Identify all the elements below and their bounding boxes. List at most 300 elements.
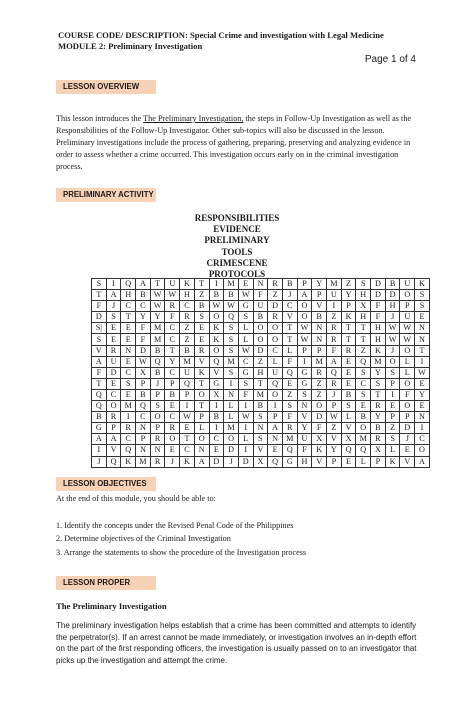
grid-cell: S [238,378,253,389]
grid-cell: V [297,412,312,423]
grid-cell: J [385,345,400,356]
grid-cell: X [253,456,268,467]
grid-cell: R [165,423,180,434]
grid-cell: Q [268,378,283,389]
grid-row [92,345,430,356]
grid-cell: K [180,279,195,290]
grid-cell: O [268,334,283,345]
grid-cell: L [268,356,283,367]
grid-cell: T [282,323,297,334]
grid-cell: N [297,401,312,412]
grid-cell: Z [327,423,342,434]
module-heading: MODULE 2: Preliminary Investigation [58,41,203,51]
grid-cell: E [415,378,430,389]
grid-cell: R [282,423,297,434]
grid-cell: A [92,356,107,367]
grid-cell: W [150,290,165,301]
grid-cell: S [106,312,121,323]
grid-cell: I [106,279,121,290]
grid-cell: H [356,290,371,301]
grid-cell: G [297,367,312,378]
grid-cell: H [371,323,386,334]
grid-cell: P [385,412,400,423]
overview-text-rest: the steps in Follow-Up Investigation as well as the Responsibilities of the Follow-Up Investigator. Other sub-topics will also be discussed in the lesson. Preliminary investigations include the process of gathering, preparing, preserving and analyzing evidence in order to assess whether a crime occurred. This investigation occurs early on in the criminal investigation process. [56,114,412,171]
grid-cell: Z [268,290,283,301]
grid-cell: I [327,301,342,312]
grid-cell: E [238,279,253,290]
grid-cell: C [282,301,297,312]
grid-cell: M [150,323,165,334]
grid-cell: T [194,378,209,389]
grid-cell: P [150,389,165,400]
grid-cell: N [312,323,327,334]
grid-cell: W [165,290,180,301]
grid-cell: E [385,401,400,412]
grid-cell: H [371,334,386,345]
grid-cell: Q [180,378,195,389]
grid-cell: O [194,389,209,400]
grid-cell: S [224,367,239,378]
grid-cell: P [312,345,327,356]
grid-cell: W [385,323,400,334]
grid-cell: O [356,423,371,434]
grid-cell: N [253,423,268,434]
grid-row [92,423,430,434]
grid-row [92,290,430,301]
grid-cell: T [121,312,136,323]
grid-cell: I [415,423,430,434]
grid-cell: L [400,367,415,378]
grid-cell: L [400,356,415,367]
grid-cell: B [371,423,386,434]
grid-cell: U [253,301,268,312]
word-list-item: PRELIMINARY [204,235,270,246]
grid-cell: O [209,345,224,356]
grid-cell: D [224,445,239,456]
lesson-objectives-label: LESSON OBJECTIVES [56,477,156,491]
grid-cell: F [136,323,151,334]
grid-cell: K [415,279,430,290]
grid-cell: D [268,301,283,312]
word-list-item: PROTOCOLS [208,268,266,279]
grid-cell: V [106,445,121,456]
grid-cell: E [341,356,356,367]
grid-cell: L [341,412,356,423]
grid-cell: U [297,434,312,445]
grid-cell: O [268,389,283,400]
grid-cell: M [150,334,165,345]
grid-cell: Z [356,345,371,356]
grid-cell: S [224,323,239,334]
grid-cell: S [194,312,209,323]
grid-cell: V [312,456,327,467]
grid-cell: E [121,334,136,345]
grid-cell: Y [327,445,342,456]
grid-cell: L [282,345,297,356]
grid-cell: V [341,423,356,434]
grid-cell: C [121,367,136,378]
grid-cell: M [356,434,371,445]
grid-cell: N [312,334,327,345]
grid-cell: Q [327,367,342,378]
grid-cell: A [268,423,283,434]
grid-cell: E [341,456,356,467]
grid-cell: O [268,323,283,334]
grid-cell: B [136,290,151,301]
grid-cell: V [282,312,297,323]
grid-cell: T [194,401,209,412]
grid-cell: E [415,312,430,323]
grid-row [92,389,430,400]
grid-cell: G [282,456,297,467]
grid-cell: U [165,279,180,290]
grid-cell: N [194,445,209,456]
grid-cell: W [385,334,400,345]
grid-cell: Q [121,445,136,456]
grid-cell: O [253,323,268,334]
grid-cell: R [268,279,283,290]
grid-cell: X [312,434,327,445]
grid-cell: Q [136,401,151,412]
grid-cell: S [92,279,107,290]
grid-cell: A [92,434,107,445]
grid-cell: W [415,367,430,378]
grid-cell: P [312,290,327,301]
grid-cell: Q [282,445,297,456]
grid-cell: Y [312,279,327,290]
grid-cell: N [415,412,430,423]
grid-cell: S [238,312,253,323]
grid-cell: O [150,412,165,423]
grid-cell: P [400,301,415,312]
grid-cell: D [238,456,253,467]
grid-cell: I [224,378,239,389]
grid-cell: Z [312,389,327,400]
grid-cell: R [121,423,136,434]
grid-cell: U [400,279,415,290]
grid-cell: W [150,301,165,312]
grid-cell: N [415,323,430,334]
grid-cell: Q [341,445,356,456]
grid-cell: B [136,389,151,400]
word-list-item: EVIDENCE [213,224,261,235]
grid-cell: C [165,334,180,345]
grid-cell: P [165,378,180,389]
grid-cell: T [194,279,209,290]
grid-cell: P [268,412,283,423]
grid-cell: N [224,389,239,400]
grid-cell: P [297,279,312,290]
grid-cell: T [92,290,107,301]
grid-cell: M [282,434,297,445]
grid-cell: B [180,345,195,356]
grid-cell: R [312,367,327,378]
grid-cell: N [136,423,151,434]
grid-cell: J [165,456,180,467]
grid-cell: I [268,401,283,412]
grid-cell: F [136,334,151,345]
grid-cell: P [385,378,400,389]
grid-cell: V [253,445,268,456]
grid-cell: V [327,434,342,445]
objectives-intro: At the end of this module, you should be able to: [56,494,216,503]
grid-cell: T [180,434,195,445]
grid-cell: T [341,334,356,345]
grid-cell: S [385,367,400,378]
grid-cell: B [92,412,107,423]
grid-cell: Q [106,456,121,467]
grid-cell: B [224,290,239,301]
grid-cell: M [136,456,151,467]
grid-cell: Y [165,356,180,367]
grid-cell: B [150,367,165,378]
grid-cell: T [356,323,371,334]
grid-cell: C [209,434,224,445]
page-number: Page 1 of 4 [364,54,416,65]
grid-cell: W [400,323,415,334]
grid-cell: F [400,389,415,400]
grid-cell: O [415,445,430,456]
grid-cell: N [150,445,165,456]
grid-cell: X [341,434,356,445]
grid-cell: I [415,356,430,367]
grid-cell: B [253,401,268,412]
grid-cell: P [400,412,415,423]
grid-cell: J [400,434,415,445]
grid-cell: G [92,423,107,434]
grid-cell: H [385,301,400,312]
grid-cell: G [238,301,253,312]
word-list [0,213,474,280]
grid-cell: G [297,378,312,389]
grid-cell: C [238,356,253,367]
grid-cell: L [224,401,239,412]
grid-cell: K [209,334,224,345]
grid-cell: C [180,445,195,456]
grid-cell: L [385,445,400,456]
grid-cell: D [253,345,268,356]
grid-cell: I [238,445,253,456]
grid-cell: W [297,334,312,345]
grid-cell: Y [415,389,430,400]
word-list-item: CRIMESCENE [206,257,268,268]
grid-cell: R [106,412,121,423]
grid-cell: E [165,445,180,456]
grid-row [92,312,430,323]
grid-cell: J [327,389,342,400]
grid-cell: X [356,301,371,312]
grid-cell: R [327,323,342,334]
grid-cell: Z [180,323,195,334]
grid-cell: G [209,378,224,389]
grid-cell: M [224,423,239,434]
grid-cell: V [400,456,415,467]
grid-cell: B [341,389,356,400]
grid-cell: F [238,389,253,400]
objective-item: 2. Determine objectives of the Criminal Investigation [56,534,231,544]
grid-cell: S [415,290,430,301]
grid-row [92,367,430,378]
grid-cell: N [415,334,430,345]
grid-cell: O [400,401,415,412]
grid-cell: C [415,434,430,445]
grid-cell: D [209,456,224,467]
grid-cell: E [341,367,356,378]
grid-cell: B [194,301,209,312]
course-description-heading: COURSE CODE/ DESCRIPTION: Special Crime and investigation with Legal Medicine [58,30,384,40]
grid-cell: D [312,412,327,423]
grid-cell: R [194,345,209,356]
grid-cell: M [224,356,239,367]
grid-cell: R [327,378,342,389]
grid-cell: L [238,334,253,345]
grid-cell: Y [297,423,312,434]
grid-row [92,378,430,389]
grid-cell: E [106,378,121,389]
grid-row [92,412,430,423]
word-search-grid [91,278,430,468]
grid-row [92,445,430,456]
grid-cell: V [312,301,327,312]
grid-cell: I [238,423,253,434]
grid-cell: E [209,445,224,456]
lesson-overview-label: LESSON OVERVIEW [56,80,156,94]
grid-cell: F [371,301,386,312]
grid-cell: K [209,323,224,334]
grid-cell: D [371,290,386,301]
grid-cell: Z [180,334,195,345]
grid-cell: Q [268,456,283,467]
grid-cell: A [327,356,342,367]
grid-cell: V [209,367,224,378]
grid-cell: O [400,345,415,356]
grid-cell: I [209,279,224,290]
grid-cell: I [297,356,312,367]
grid-cell: T [341,323,356,334]
grid-cell: P [327,456,342,467]
grid-cell: I [121,412,136,423]
grid-cell: E [121,356,136,367]
grid-cell: D [136,345,151,356]
grid-cell: O [312,401,327,412]
grid-cell: R [341,345,356,356]
grid-cell: S [224,334,239,345]
grid-cell: Z [385,423,400,434]
grid-cell: E [121,389,136,400]
grid-cell: L [238,323,253,334]
grid-cell: Y [371,367,386,378]
grid-cell: P [327,401,342,412]
grid-cell: H [297,456,312,467]
grid-cell: O [209,312,224,323]
word-list-item: TOOLS [221,246,253,257]
grid-cell: F [282,412,297,423]
grid-cell: N [136,445,151,456]
grid-cell: R [150,456,165,467]
preliminary-investigation-heading: The Preliminary Investigation [56,601,167,611]
grid-cell: S [282,401,297,412]
grid-cell: Q [224,312,239,323]
grid-cell: X [371,445,386,456]
grid-cell: T [92,378,107,389]
grid-cell: M [371,356,386,367]
grid-cell: X [136,367,151,378]
grid-cell: N [253,279,268,290]
grid-cell: E [268,445,283,456]
grid-cell: K [371,345,386,356]
grid-cell: L [224,412,239,423]
grid-cell: C [165,367,180,378]
grid-cell: P [194,412,209,423]
grid-cell: F [165,312,180,323]
grid-cell: O [297,312,312,323]
word-list-item: RESPONSIBILITIES [194,213,280,223]
grid-cell: F [92,301,107,312]
grid-cell: R [371,434,386,445]
grid-cell: B [150,345,165,356]
grid-cell: Z [341,279,356,290]
grid-cell: F [371,312,386,323]
grid-cell: O [400,378,415,389]
grid-cell: L [238,434,253,445]
grid-cell: Q [282,367,297,378]
grid-cell: T [150,279,165,290]
grid-cell: O [400,290,415,301]
grid-row [92,456,430,467]
objective-item: 3. Arrange the statements to show the procedure of the Investigation process [56,547,307,557]
grid-cell: Y [341,290,356,301]
grid-cell: B [253,312,268,323]
grid-cell: S [253,412,268,423]
grid-cell: Q [92,389,107,400]
grid-cell: F [327,345,342,356]
grid-cell: Y [150,312,165,323]
grid-cell: M [327,279,342,290]
grid-cell: J [224,456,239,467]
objective-item: 1. Identify the concepts under the Revised Penal Code of the Philippines [56,521,294,530]
grid-cell: P [341,301,356,312]
grid-cell: Z [327,312,342,323]
grid-cell: L [356,456,371,467]
grid-cell: E [415,401,430,412]
grid-cell: I [209,423,224,434]
grid-cell: K [312,445,327,456]
grid-cell: S [385,434,400,445]
grid-cell: K [341,312,356,323]
grid-cell: J [92,456,107,467]
grid-cell: F [92,367,107,378]
grid-cell: S [297,389,312,400]
grid-cell: E [282,378,297,389]
grid-cell: U [180,367,195,378]
grid-cell: W [327,412,342,423]
grid-cell: C [165,412,180,423]
lesson-proper-paragraph: The preliminary investigation helps establish that a crime has been committed and attempts to identify the perpetrator(s). If an arrest cannot be made immediately, or investigation involves an in-depth effort on the part of the first responding officers, the investigation is usually passed on to an investigator that picks up the investigation and attempt the crime. [56,621,417,665]
grid-cell: O [253,334,268,345]
grid-cell: H [121,290,136,301]
grid-cell: E [106,334,121,345]
grid-cell: C [121,434,136,445]
grid-cell: P [106,423,121,434]
grid-cell: U [106,356,121,367]
grid-cell: M [121,401,136,412]
grid-cell: A [297,290,312,301]
grid-cell: A [106,434,121,445]
grid-cell: F [312,423,327,434]
grid-cell: H [253,367,268,378]
grid-cell: E [165,401,180,412]
grid-cell: Q [92,401,107,412]
